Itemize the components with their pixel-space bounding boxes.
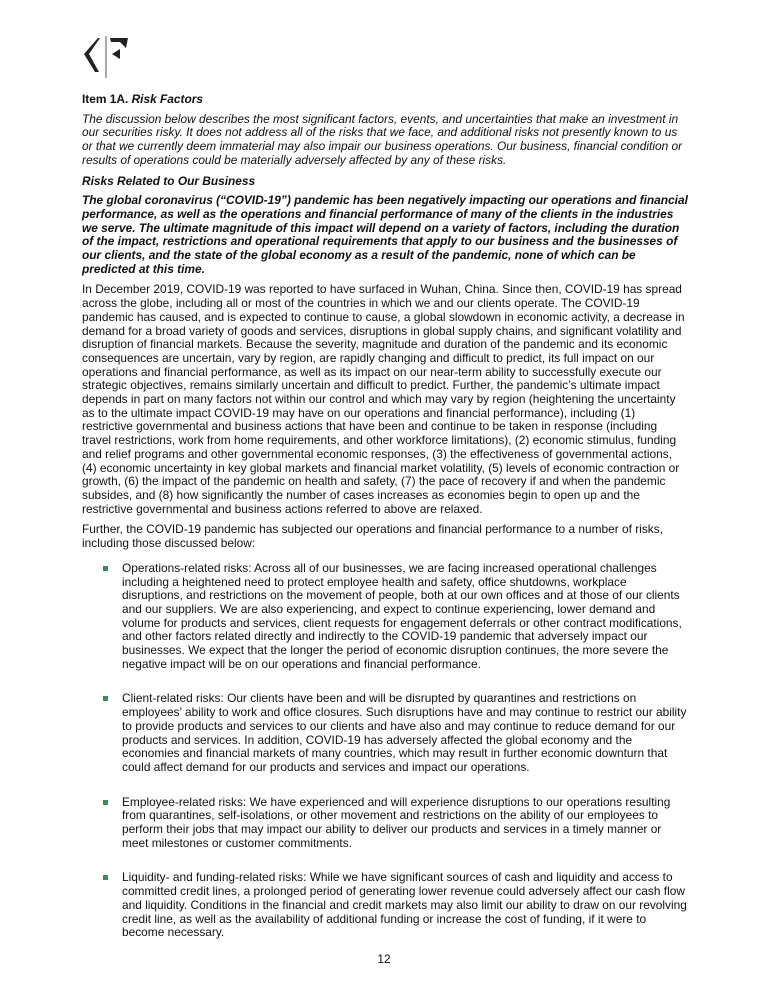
list-item-text: Client-related risks: Our clients have been and will be disrupted by quarantines and restrictions on employees’ ability to work and office closures. Such disruptions have and may continue to restrict our ability to provide products and services to our clients and have also and may continue to reduce demand for our products and services. In addition, COVID-19 has adversely affected the global economy and the economies and financial markets of many countries, which may result in further economic downturn that could affect demand for our products and services and impact our operations.	[122, 691, 687, 774]
intro-paragraph: The discussion below describes the most significant factors, events, and uncertainties that make an investment in our securities risky. It does not address all of the risks that we face, and additional risks not presently known to us or that we currently deem immaterial may also impair our business operations. Our business, financial condition or results of operations could be materially adversely affected by any of these risks.	[82, 111, 683, 167]
list-item-text: Employee-related risks: We have experienced and will experience disruptions to our operations resulting from quarantines, self-isolations, or other movement and restrictions on the ability of our employees to perform their jobs that may impact our ability to deliver our products and services in a timely manner or meet milestones or customer commitments.	[122, 794, 671, 850]
list-item	[82, 562, 688, 672]
page-number: 12	[377, 952, 391, 966]
list-item	[82, 871, 688, 940]
subheading: Risks Related to Our Business	[82, 173, 256, 188]
section-heading: Item 1A. Risk Factors	[82, 92, 203, 106]
bullet-icon	[103, 566, 108, 571]
further-paragraph: Further, the COVID-19 pandemic has subjected our operations and financial performance to a number of risks, including those discussed below:	[82, 522, 663, 551]
bullet-icon	[103, 800, 108, 805]
list-item-text: Liquidity- and funding-related risks: While we have significant sources of cash and liquidity and access to committed credit lines, a prolonged period of generating lower revenue could adversely affect our cash flow and liquidity. Conditions in the financial and credit markets may also limit our ability to draw on our revolving credit line, as well as the availability of additional funding or increase the cost of funding, if it were to become necessary.	[122, 870, 687, 940]
bullet-icon	[103, 696, 108, 701]
list-item-text: Operations-related risks: Across all of our businesses, we are facing increased operational challenges including a heightened need to protect employee health and safety, office shutdowns, workplace disruptions, and restrictions on the movement of people, both at our own offices and at those of our clients and our suppliers. We are also experiencing, and expect to continue experiencing, lower demand and volume for products and services, client requests for engagement deferrals or other contract modifications, and other factors related directly and indirectly to the COVID-19 pandemic that adversely impact our businesses. We expect that the longer the period of economic disruption continues, the more severe the negative impact will be on our operations and financial performance.	[122, 560, 682, 671]
risk-title: The global coronavirus (“COVID-19”) pandemic has been negatively impacting our operations and financial performance, as well as the operations and financial performance of many of the clients in the industries we serve. The ultimate magnitude of this impact will depend on a variety of factors, including the duration of the impact, restrictions and operational requirements that apply to our business and the businesses of our clients, and the state of the global economy as a result of the pandemic, none of which can be predicted at this time.	[82, 193, 688, 276]
document-body	[82, 93, 688, 961]
body-paragraph: In December 2019, COVID-19 was reported to have surfaced in Wuhan, China. Since then, COVID-19 has spread across the globe, including all or most of the countries in which we and our clients operate. The COVID-19 pandemic has caused, and is expected to continue to cause, a global slowdown in economic activity, a decrease in demand for a broad variety of goods and services, disruptions in global supply chains, and significant volatility and disruption of financial markets. Because the severity, magnitude and duration of the pandemic and its economic consequences are uncertain, vary by region, are rapidly changing and difficult to predict, its full impact on our operations and financial performance, as well as its impact on our near-term ability to successfully execute our strategic objectives, remains similarly uncertain and difficult to predict. Further, the pandemic’s ultimate impact depends in part on many factors not within our control and which may vary by region (heightening the uncertainty as to the ultimate impact COVID-19 may have on our operations and financial performance), including (1) restrictive governmental and business actions that have been and continue to be taken in response (including travel restrictions, work from home requirements, and other workforce limitations), (2) economic stimulus, funding and relief programs and other governmental economic responses, (3) the effectiveness of governmental actions, (4) economic uncertainty in key global markets and financial market volatility, (5) levels of economic contraction or growth, (6) the impact of the pandemic on health and safety, (7) the pace of recovery if and when the pandemic subsides, and (8) how significantly the number of cases increases as economies begin to open up and the restrictive governmental and business actions referred to above are relaxed.	[82, 282, 685, 516]
list-item	[82, 692, 688, 774]
risk-list	[82, 562, 688, 940]
kf-logo-icon	[80, 34, 130, 80]
list-item	[82, 796, 688, 851]
bullet-icon	[103, 875, 108, 880]
